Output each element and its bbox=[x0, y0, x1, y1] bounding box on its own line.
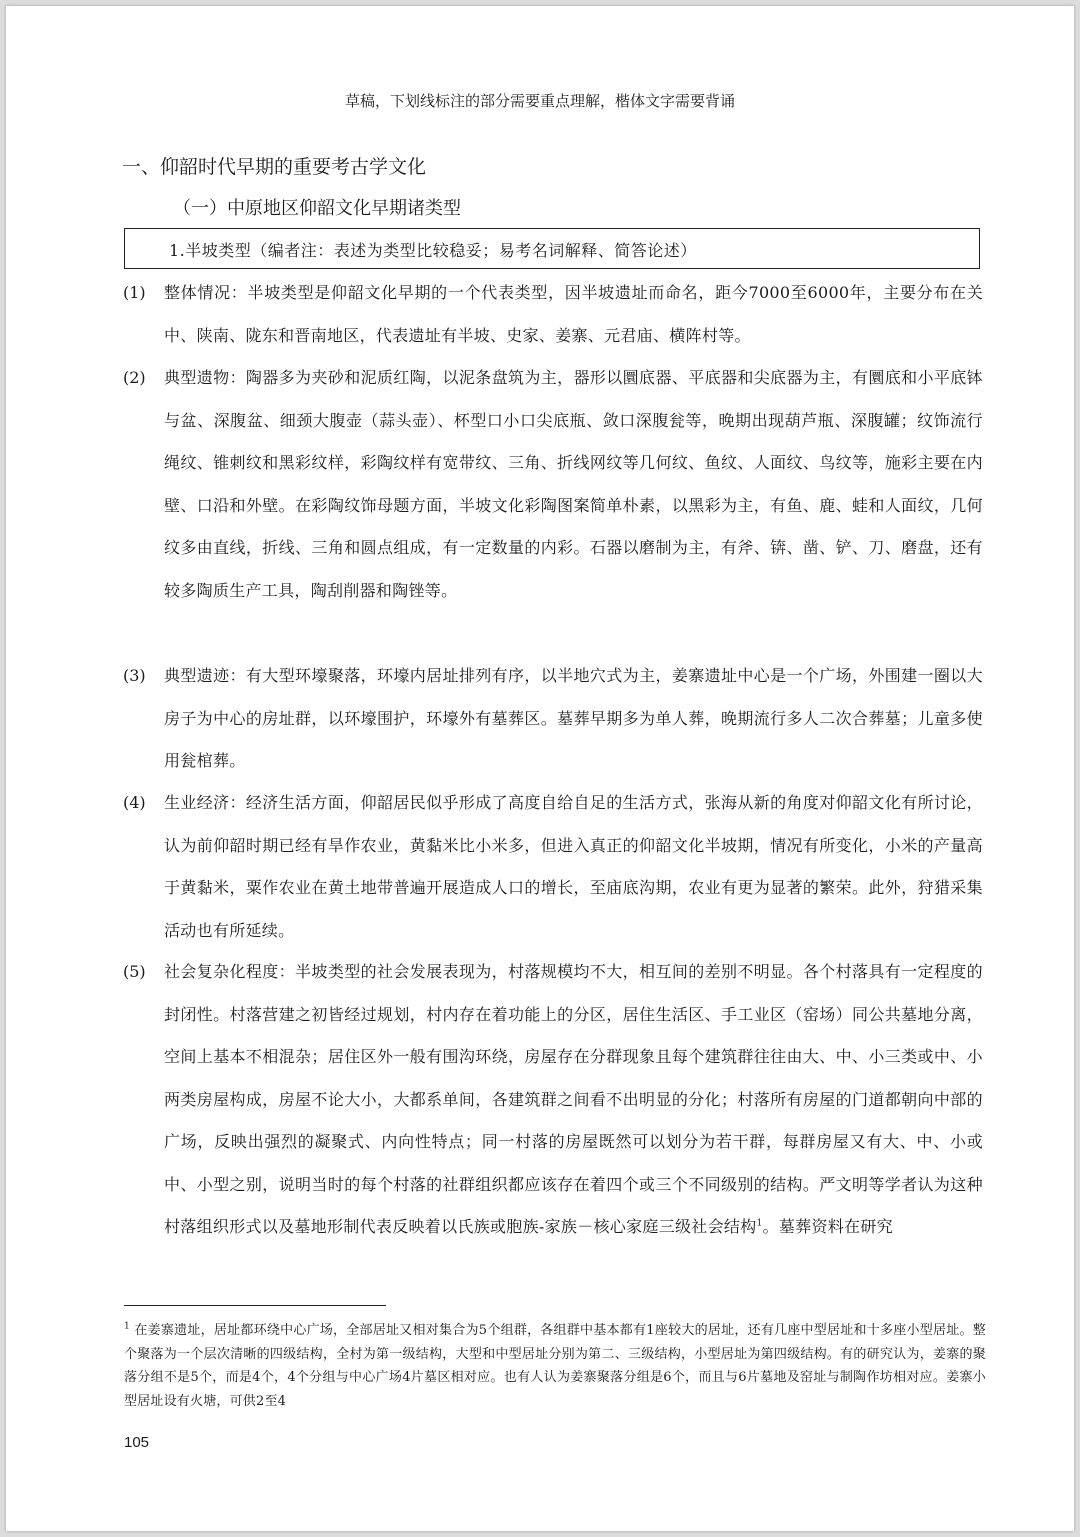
paragraph-tail: 。墓葬资料在研究 bbox=[762, 1217, 893, 1236]
section-heading: 一、仰韶时代早期的重要考古学文化 bbox=[122, 156, 427, 178]
paragraph-text bbox=[164, 951, 983, 1249]
paragraph-4 bbox=[123, 782, 983, 952]
paragraph-number: (4) bbox=[123, 793, 146, 812]
paragraph-5 bbox=[123, 951, 983, 1249]
paragraph-number: (1) bbox=[123, 283, 146, 302]
page-number: 105 bbox=[124, 1434, 150, 1451]
footnote bbox=[124, 1319, 986, 1413]
paragraph-number: (3) bbox=[123, 666, 146, 685]
paragraph-text: 整体情况：半坡类型是仰韶文化早期的一个代表类型，因半坡遗址而命名，距今7000至6000年，主要分布在关中、陕南、陇东和晋南地区，代表遗址有半坡、史家、姜寨、元君庙、横阵村等。 bbox=[164, 283, 983, 345]
footnote-text: 在姜寨遗址，居址都环绕中心广场，全部居址又相对集合为5个组群，各组群中基本都有1座较大的居址，还有几座中型居址和十多座小型居址。整个聚落为一个层次清晰的四级结构，全村为第一级结构，大型和中型居址分别为第二、三级结构，小型居址为第四级结构。有的研究认为，姜寨的聚落分组不是5个，而是4个，4个分组与中心广场4片墓区相对应。也有人认为姜寨聚落分组是6个，而且与6片墓地及窑址与制陶作坊相对应。姜寨小型居址设有火塘，可供2至4 bbox=[124, 1323, 986, 1409]
footnote-mark: 1 bbox=[124, 1321, 130, 1332]
paragraph-3 bbox=[123, 655, 983, 783]
paragraph-body: 社会复杂化程度：半坡类型的社会发展表现为，村落规模均不大，相互间的差别不明显。各个村落具有一定程度的封闭性。村落营建之初皆经过规划，村内存在着功能上的分区，居住生活区、手工业区（窑场）同公共墓地分离，空间上基本不相混杂；居住区外一般有围沟环绕，房屋存在分群现象且每个建筑群往往由大、中、小三类或中、小两类房屋构成，房屋不论大小，大都系单间，各建筑群之间看不出明显的分化；村落所有房屋的门道都朝向中部的广场，反映出强烈的凝聚式、内向性特点；同一村落的房屋既然可以划分为若干群，每群房屋又有大、中、小或中、小型之别，说明当时的每个村落的社群组织都应该存在着四个或三个不同级别的结构。严文明等学者认为这种村落组织形式以及墓地形制代表反映着以氏族或胞族-家族－核心家庭三级社会结构 bbox=[164, 962, 983, 1236]
paragraph-number: (2) bbox=[123, 368, 146, 387]
header-note: 草稿，下划线标注的部分需要重点理解，楷体文字需要背诵 bbox=[344, 92, 735, 110]
paragraph-text: 典型遗物：陶器多为夹砂和泥质红陶，以泥条盘筑为主，器形以圜底器、平底器和尖底器为主，有圜底和小平底钵与盆、深腹盆、细颈大腹壶（蒜头壶）、杯型口小口尖底瓶、敛口深腹瓮等，晚期出现葫芦瓶、深腹罐；纹饰流行绳纹、锥刺纹和黑彩纹样，彩陶纹样有宽带纹、三角、折线网纹等几何纹、鱼纹、人面纹、鸟纹等，施彩主要在内壁、口沿和外壁。在彩陶纹饰母题方面，半坡文化彩陶图案简单朴素，以黑彩为主，有鱼、鹿、蛙和人面纹，几何纹多由直线，折线、三角和圆点组成，有一定数量的内彩。石器以磨制为主，有斧、锛、凿、铲、刀、磨盘，还有较多陶质生产工具，陶刮削器和陶锉等。 bbox=[164, 368, 983, 600]
paragraph-text: 典型遗迹：有大型环壕聚落，环壕内居址排列有序，以半地穴式为主，姜寨遗址中心是一个广场，外围建一圈以大房子为中心的房址群，以环壕围护，环壕外有墓葬区。墓葬早期多为单人葬，晚期流行多人二次合葬墓；儿童多使用瓮棺葬。 bbox=[164, 666, 983, 770]
paragraph-text: 生业经济：经济生活方面，仰韶居民似乎形成了高度自给自足的生活方式，张海从新的角度对仰韶文化有所讨论，认为前仰韶时期已经有旱作农业，黄黏米比小米多，但进入真正的仰韶文化半坡期，情况有所变化，小米的产量高于黄黏米，粟作农业在黄土地带普遍开展造成人口的增长，至庙底沟期，农业有更为显著的繁荣。此外，狩猎采集活动也有所延续。 bbox=[164, 793, 983, 940]
footnote-reference: 1 bbox=[756, 1218, 763, 1229]
subsection-heading: （一）中原地区仰韶文化早期诸类型 bbox=[173, 198, 461, 219]
paragraph-number: (5) bbox=[123, 962, 146, 981]
paragraph-1 bbox=[123, 272, 983, 357]
paragraph-2 bbox=[123, 357, 983, 612]
footnote-divider bbox=[124, 1305, 386, 1306]
boxed-title: 1.半坡类型（编者注：表述为类型比较稳妥；易考名词解释、简答论述） bbox=[124, 228, 980, 269]
document-page bbox=[6, 6, 1074, 1531]
